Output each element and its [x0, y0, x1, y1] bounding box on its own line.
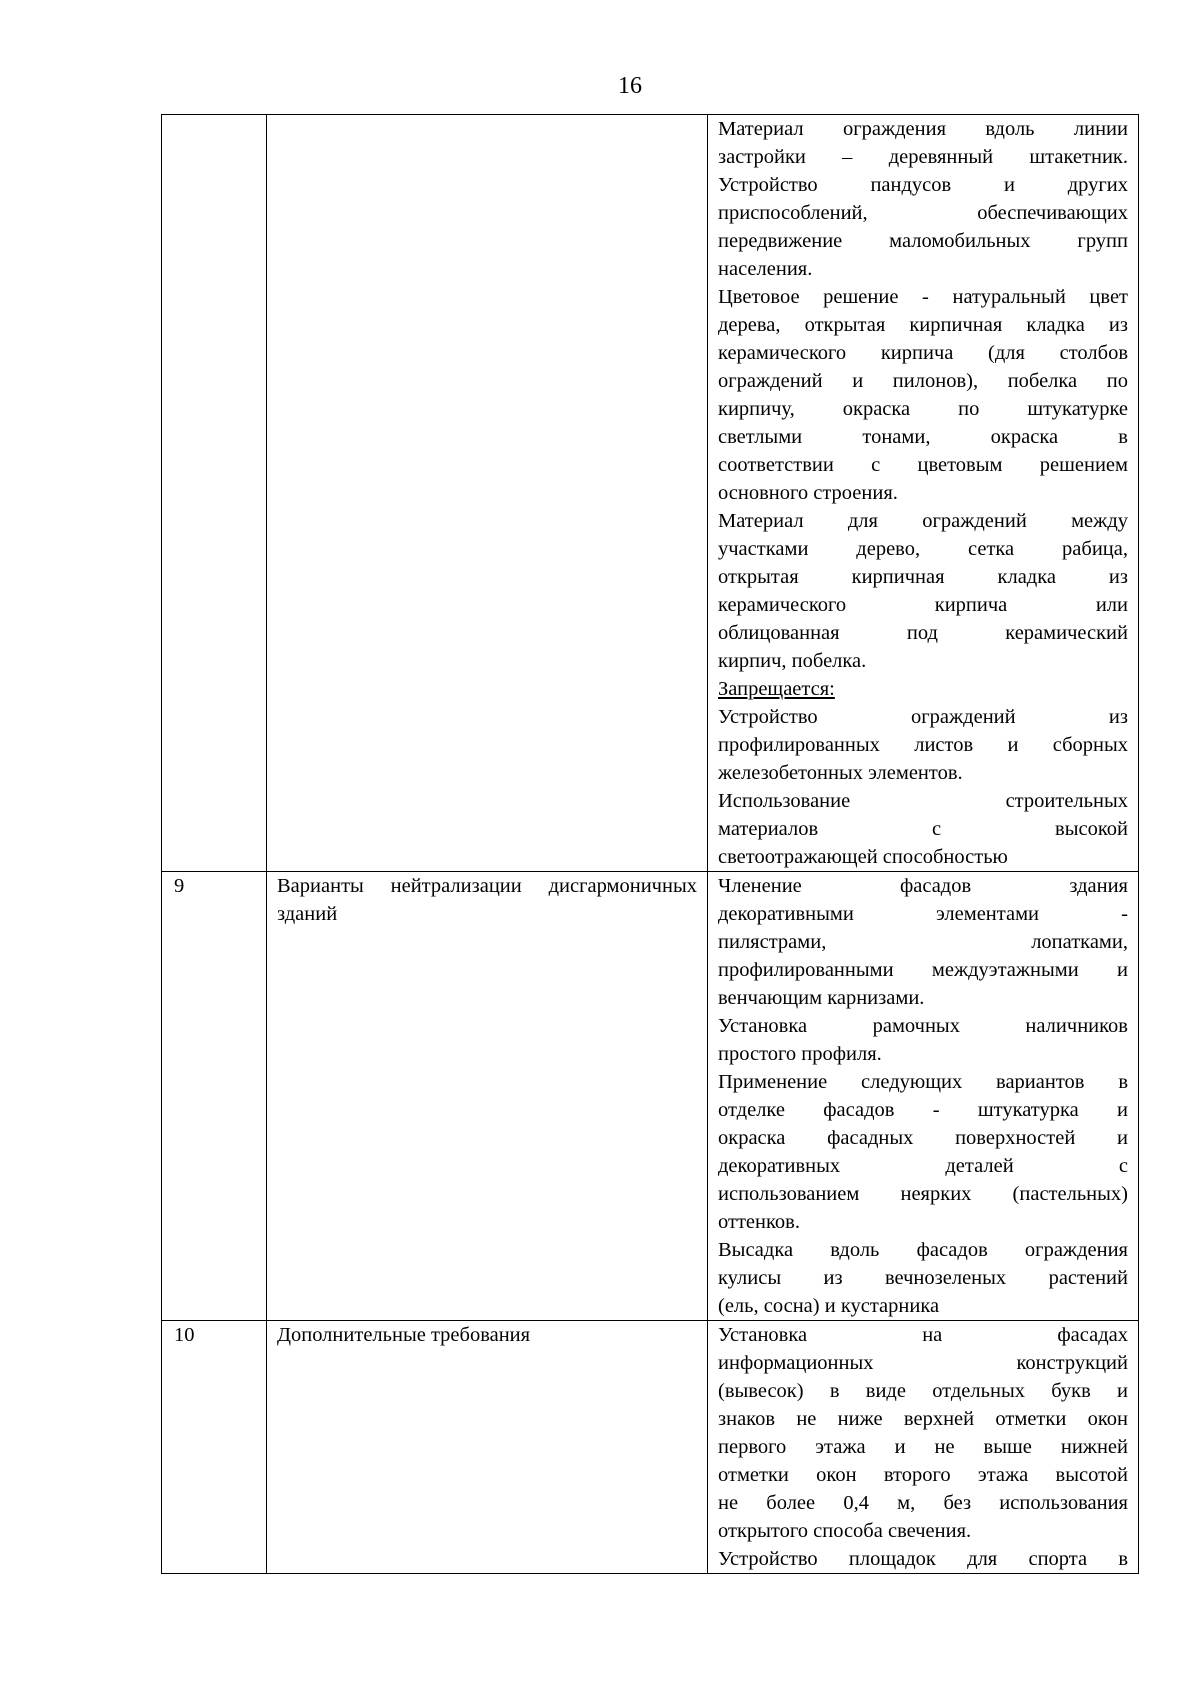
description-line: светлыми тонами, окраска в [718, 426, 1128, 448]
description-line: светоотражающей способностью [718, 846, 1008, 868]
row-number-cell: 10 [162, 1321, 267, 1574]
description-line: (вывесок) в виде отдельных букв и [718, 1380, 1128, 1402]
description-line: застройки – деревянный штакетник. [718, 146, 1128, 168]
table-row [162, 1321, 1139, 1574]
row-name-cell: Дополнительные требования [267, 1321, 708, 1574]
table-row [162, 872, 1139, 1321]
table-row [162, 115, 1139, 872]
row-description-cell [708, 1321, 1139, 1574]
description-line: оттенков. [718, 1211, 800, 1233]
description-line: железобетонных элементов. [718, 762, 963, 784]
description-line: профилированных листов и сборных [718, 734, 1128, 756]
description-line: пилястрами, лопатками, [718, 931, 1128, 953]
description-line: Установка рамочных наличников [718, 1015, 1128, 1037]
description-line: приспособлений, обеспечивающих [718, 202, 1128, 224]
description-line: передвижение маломобильных групп [718, 230, 1128, 252]
description-line: декоративными элементами - [718, 903, 1128, 925]
description-line: простого профиля. [718, 1043, 882, 1065]
row-description-cell [708, 115, 1139, 872]
description-line: дерева, открытая кирпичная кладка из [718, 314, 1128, 336]
description-line: участками дерево, сетка рабица, [718, 538, 1128, 560]
requirements-table [161, 114, 1139, 1574]
description-line: информационных конструкций [718, 1352, 1128, 1374]
description-line: первого этажа и не выше нижней [718, 1436, 1128, 1458]
description-line: открытая кирпичная кладка из [718, 566, 1128, 588]
description-line: окраска фасадных поверхностей и [718, 1127, 1128, 1149]
description-line: Применение следующих вариантов в [718, 1071, 1128, 1093]
description-line: не более 0,4 м, без использования [718, 1492, 1128, 1514]
row-number-cell [162, 115, 267, 872]
description-line: Членение фасадов здания [718, 875, 1128, 897]
row-number-cell: 9 [162, 872, 267, 1321]
description-line: Устройство площадок для спорта в [718, 1548, 1128, 1570]
description-line: Использование строительных [718, 790, 1128, 812]
description-line: Материал ограждения вдоль линии [718, 118, 1128, 140]
description-line: Установка на фасадах [718, 1324, 1128, 1346]
description-line: кулисы из вечнозеленых растений [718, 1267, 1128, 1289]
description-line: Материал для ограждений между [718, 510, 1128, 532]
description-line: керамического кирпича или [718, 594, 1128, 616]
description-line: Устройство пандусов и других [718, 174, 1128, 196]
row-name-cell [267, 115, 708, 872]
description-line: отметки окон второго этажа высотой [718, 1464, 1128, 1486]
description-line: профилированными междуэтажными и [718, 959, 1128, 981]
description-line: отделке фасадов - штукатурка и [718, 1099, 1128, 1121]
description-line: населения. [718, 258, 813, 280]
description-line: Высадка вдоль фасадов ограждения [718, 1239, 1128, 1261]
description-line: кирпич, побелка. [718, 650, 867, 672]
row-name-cell: Варианты нейтрализации дисгармоничных зданий [267, 872, 708, 1321]
description-line: ограждений и пилонов), побелка по [718, 370, 1128, 392]
description-line: декоративных деталей с [718, 1155, 1128, 1177]
description-line: керамического кирпича (для столбов [718, 342, 1128, 364]
description-line: знаков не ниже верхней отметки окон [718, 1408, 1128, 1430]
description-line: Устройство ограждений из [718, 706, 1128, 728]
description-line: открытого способа свечения. [718, 1520, 972, 1542]
description-line: венчающим карнизами. [718, 987, 925, 1009]
page-number: 16 [618, 73, 642, 99]
description-line: основного строения. [718, 482, 898, 504]
description-line: (ель, сосна) и кустарника [718, 1295, 940, 1317]
description-line: кирпичу, окраска по штукатурке [718, 398, 1128, 420]
description-line: материалов с высокой [718, 818, 1128, 840]
description-line: облицованная под керамический [718, 622, 1128, 644]
description-line: Цветовое решение - натуральный цвет [718, 286, 1128, 308]
description-line: использованием неярких (пастельных) [718, 1183, 1128, 1205]
description-line: соответствии с цветовым решением [718, 454, 1128, 476]
description-line: Запрещается: [718, 678, 835, 700]
row-description-cell [708, 872, 1139, 1321]
